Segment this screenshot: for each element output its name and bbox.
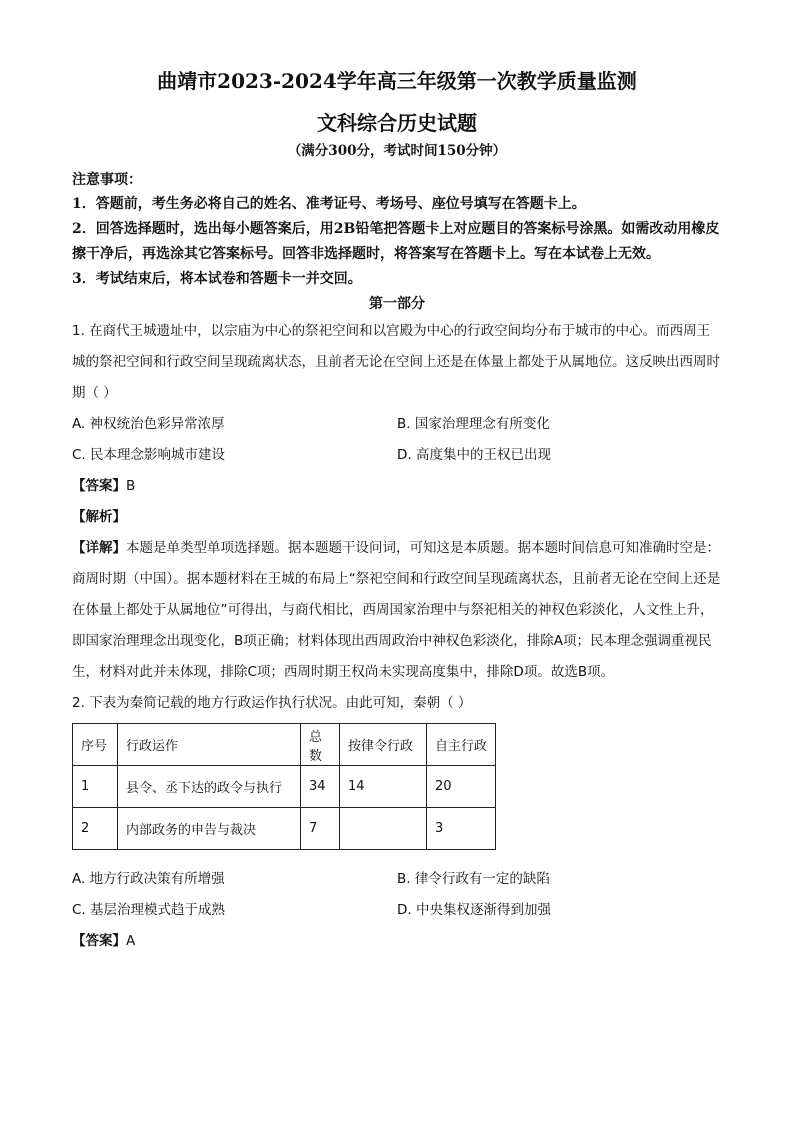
question-1-option-b: B. 国家治理理念有所变化	[397, 416, 550, 432]
analysis-label: 【解析】	[72, 509, 126, 525]
table-header-cell: 行政运作	[118, 724, 301, 766]
question-1-options	[72, 409, 722, 471]
table-cell: 7	[301, 808, 340, 850]
exam-page	[72, 66, 722, 957]
question-2-stem: 2. 下表为秦简记载的地方行政运作执行状况。由此可知，秦朝（ ）	[72, 695, 472, 711]
table-cell: 14	[340, 766, 427, 808]
table-cell: 3	[427, 808, 496, 850]
question-2-option-b: B. 律令行政有一定的缺陷	[397, 871, 550, 887]
table-cell: 1	[73, 766, 118, 808]
answer-value: A	[126, 933, 136, 949]
exam-subject-title: 文科综合历史试题	[317, 111, 477, 135]
table-cell: 34	[301, 766, 340, 808]
table-cell: 内部政务的申告与裁决	[118, 808, 301, 850]
question-2-answer	[72, 926, 722, 957]
notice-item-2: 2．回答选择题时，选出每小题答案后，用2B铅笔把答题卡上对应题目的答案标号涂黑。如需改动用橡皮擦干净后，再选涂其它答案标号。回答非选择题时，将答案写在答题卡上。写在本试卷上无效。	[72, 221, 720, 262]
table-header-row	[73, 724, 496, 766]
table-header-cell: 自主行政	[427, 724, 496, 766]
part-title: 第一部分	[369, 296, 425, 312]
question-2-option-a: A. 地方行政决策有所增强	[72, 871, 225, 887]
exam-subtitle: （满分300分，考试时间150分钟）	[287, 143, 507, 159]
question-1-stem: 1. 在商代王城遗址中，以宗庙为中心的祭祀空间和以宫殿为中心的行政空间均分布于城市的中心。而西周王城的祭祀空间和行政空间呈现疏离状态，且前者无论在空间上还是在体量上都处于从属地位。这反映出西周时期（ ）	[72, 323, 720, 401]
table-header-cell: 按律令行政	[340, 724, 427, 766]
notice-title: 注意事项：	[72, 172, 142, 188]
table-cell: 20	[427, 766, 496, 808]
question-1-answer	[72, 471, 722, 502]
notice-item-1: 1．答题前，考生务必将自己的姓名、准考证号、考场号、座位号填写在答题卡上。	[72, 196, 586, 212]
question-2-option-d: D. 中央集权逐渐得到加强	[397, 902, 551, 918]
answer-label: 【答案】	[72, 478, 126, 494]
question-2-options	[72, 864, 722, 926]
question-1-option-a: A. 神权统治色彩异常浓厚	[72, 416, 225, 432]
spacer	[72, 850, 722, 864]
notice-item-3: 3．考试结束后，将本试卷和答题卡一并交回。	[72, 271, 362, 287]
exam-title: 曲靖市2023-2024学年高三年级第一次教学质量监测	[157, 69, 637, 93]
answer-label: 【答案】	[72, 933, 126, 949]
question-2-table	[72, 723, 496, 850]
table-cell: 2	[73, 808, 118, 850]
detail-text: 本题是单类型单项选择题。据本题题干设问词，可知这是本质题。据本题时间信息可知准确时空是：商周时期（中国）。据本题材料在王城的布局上“祭祀空间和行政空间呈现疏离状态，且前者无论在空间上还是在体量上都处于从属地位”可得出，与商代相比，西周国家治理中与祭祀相关的神权色彩淡化，人文性上升，即国家治理理念出现变化，B项正确；材料体现出西周政治中神权色彩淡化，排除A项；民本理念强调重视民生，材料对此并未体现，排除C项；西周时期王权尚未实现高度集中，排除D项。故选B项。	[72, 540, 721, 680]
table-header-cell: 序号	[73, 724, 118, 766]
question-1-detail	[72, 533, 722, 688]
table-row	[73, 808, 496, 850]
table-row	[73, 766, 496, 808]
answer-value: B	[126, 478, 136, 494]
question-1-analysis	[72, 502, 722, 533]
question-1-option-d: D. 高度集中的王权已出现	[397, 447, 551, 463]
table-cell: 县令、丞下达的政令与执行	[118, 766, 301, 808]
detail-label: 【详解】	[72, 540, 126, 556]
table-cell	[340, 808, 427, 850]
question-1-option-c: C. 民本理念影响城市建设	[72, 447, 226, 463]
question-2-option-c: C. 基层治理模式趋于成熟	[72, 902, 226, 918]
table-header-cell: 总数	[301, 724, 340, 766]
